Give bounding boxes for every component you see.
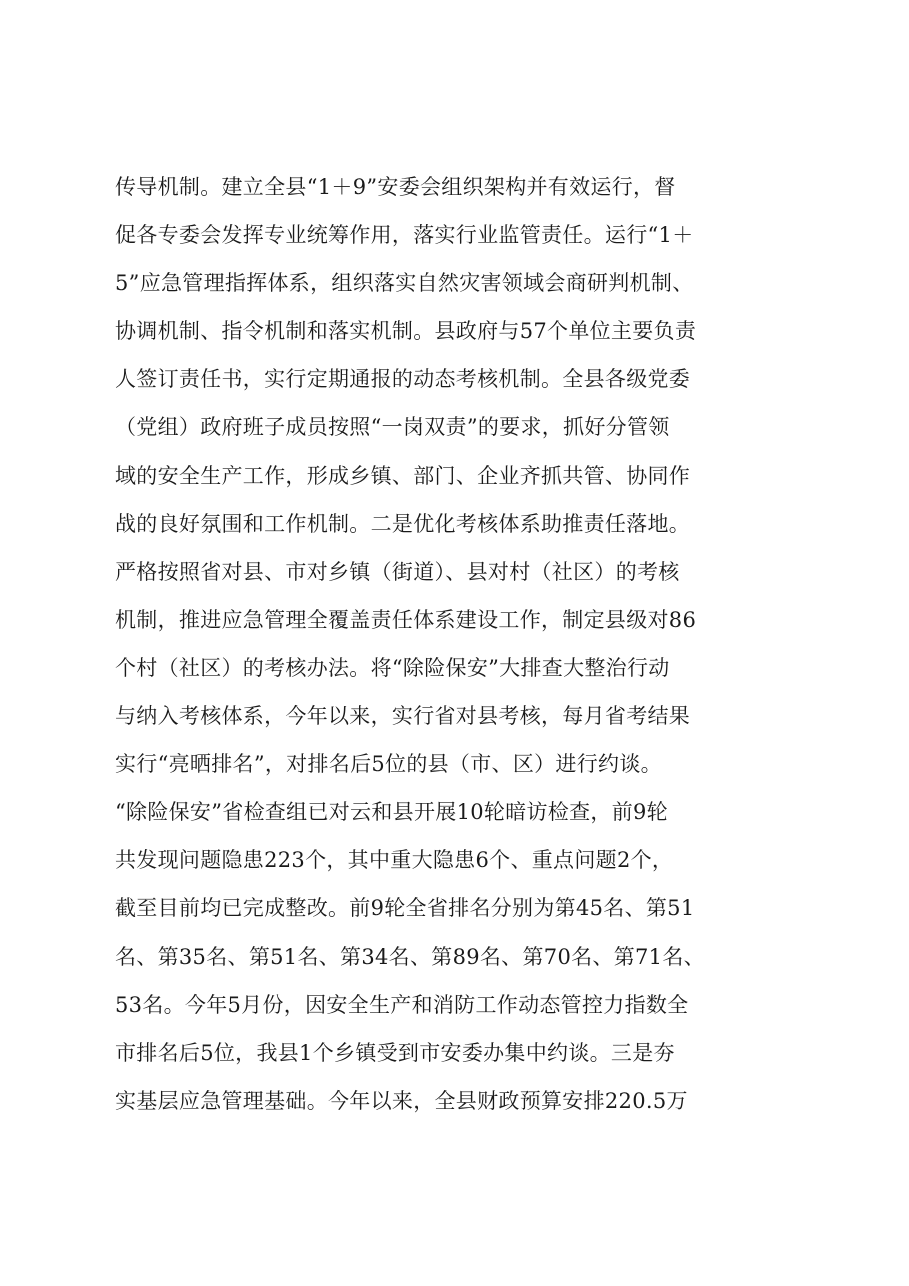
text-line: 人签订责任书，实行定期通报的动态考核机制。全县各级党委: [115, 367, 691, 392]
text-line: 严格按照省对县、市对乡镇（街道）、县对村（社区）的考核: [115, 559, 680, 584]
text-line: （党组）政府班子成员按照“一岗双责”的要求，抓好分管领: [115, 415, 670, 440]
text-line: 5”应急管理指挥体系，组织落实自然灾害领域会商研判机制、: [115, 271, 694, 296]
text-line: 战的良好氛围和工作机制。二是优化考核体系助推责任落地。: [115, 511, 691, 536]
text-line: 促各专委会发挥专业统筹作用，落实行业监管责任。运行“1＋: [115, 223, 694, 248]
text-line: “除险保安”省检查组已对云和县开展10轮暗访检查，前9轮: [115, 800, 668, 825]
body-paragraph: [115, 163, 815, 1125]
text-line: 53名。今年5月份，因安全生产和消防工作动态管控力指数全: [115, 992, 689, 1017]
text-line: 市排名后5位，我县1个乡镇受到市安委办集中约谈。三是夯: [115, 1040, 675, 1065]
text-line: 域的安全生产工作，形成乡镇、部门、企业齐抓共管、协同作: [115, 463, 691, 488]
text-line: 传导机制。建立全县“1＋9”安委会组织架构并有效运行，督: [115, 175, 676, 199]
text-line: 与纳入考核体系，今年以来，实行省对县考核，每月省考结果: [115, 704, 691, 729]
text-line: 个村（社区）的考核办法。将“除险保安”大排查大整治行动: [115, 655, 670, 680]
text-line: 实基层应急管理基础。今年以来，全县财政预算安排220.5万: [115, 1088, 688, 1113]
text-line: 协调机制、指令机制和落实机制。县政府与57个单位主要负责: [115, 319, 697, 344]
text-line: 共发现问题隐患223个，其中重大隐患6个、重点问题2个，: [115, 848, 674, 873]
text-line: 名、第35名、第51名、第34名、第89名、第70名、第71名、: [115, 944, 705, 969]
text-line: 实行“亮晒排名”，对排名后5位的县（市、区）进行约谈。: [115, 752, 662, 777]
text-line: 机制，推进应急管理全覆盖责任体系建设工作，制定县级对86: [115, 607, 697, 632]
text-line: 截至目前均已完成整改。前9轮全省排名分别为第45名、第51: [115, 896, 695, 921]
